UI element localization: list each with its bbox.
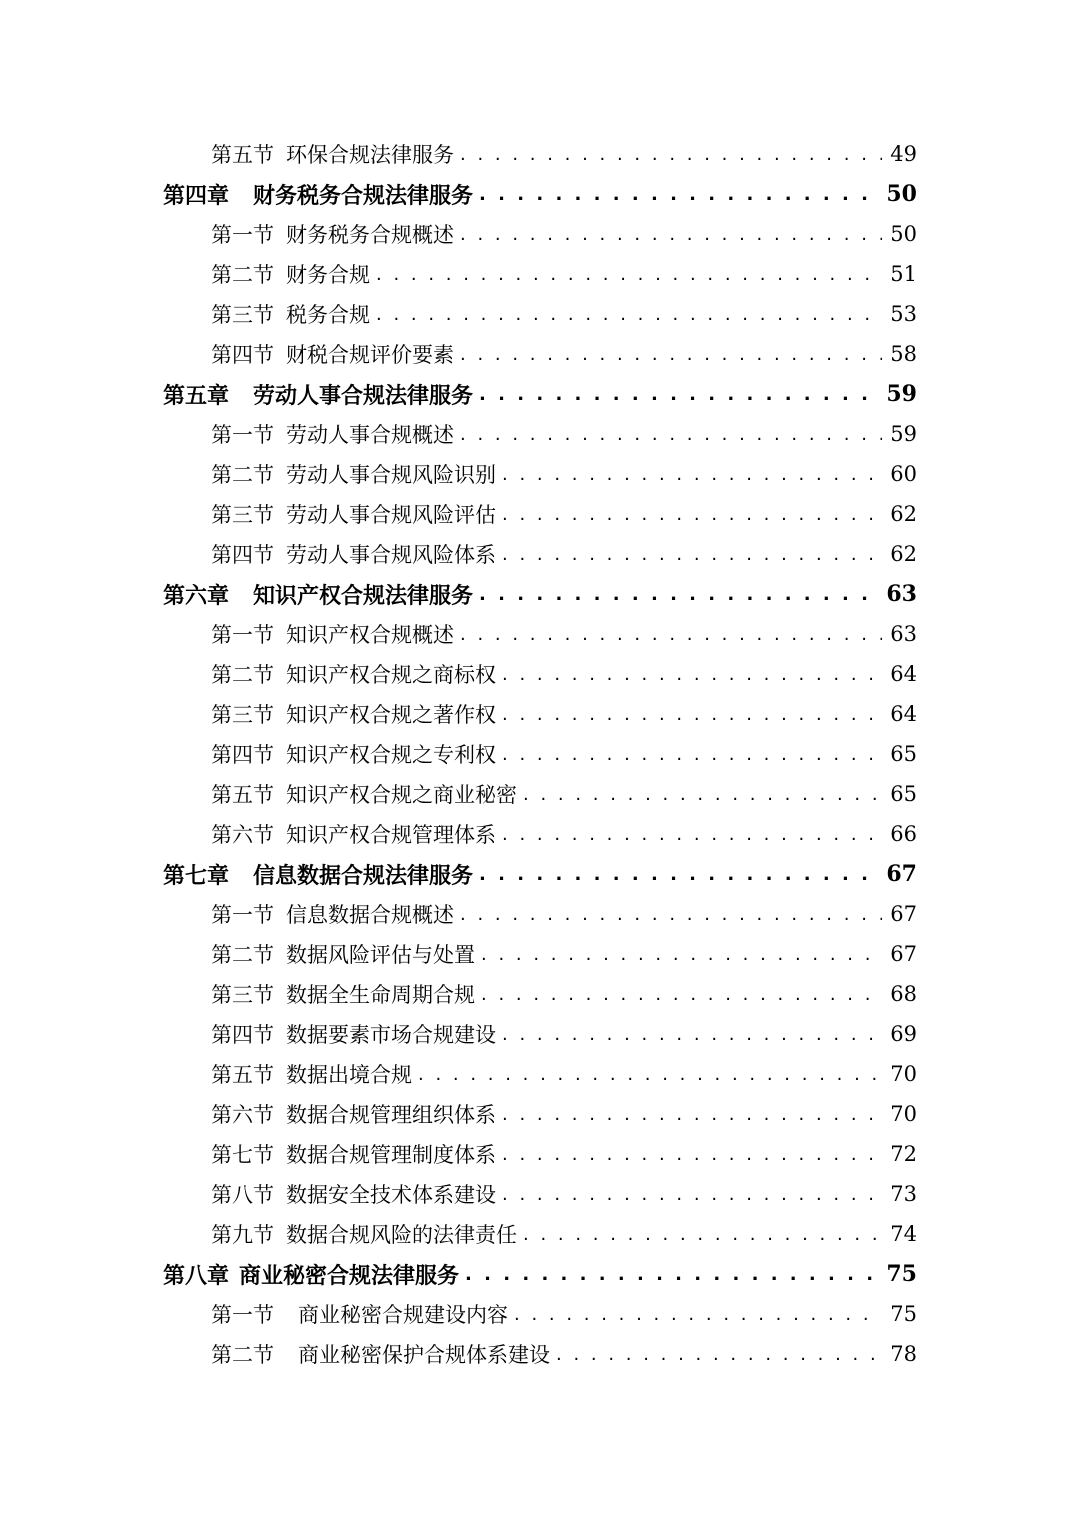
dot-leader [460,224,882,245]
toc-chapter-entry[interactable] [0,174,1080,214]
toc-entry-title: 知识产权合规管理体系 [286,823,496,847]
toc-entry-number: 第三节 [211,703,274,727]
toc-entry-title: 劳动人事合规概述 [286,423,454,447]
toc-entry-number: 第一节 [211,423,274,447]
dot-leader [460,904,882,925]
toc-entry-label [163,379,473,410]
toc-entry-label [211,819,496,849]
toc-entry-number: 第三节 [211,303,274,327]
dot-leader [460,144,882,165]
toc-chapter-entry[interactable] [0,854,1080,894]
toc-entry-number: 第二节 [211,463,274,487]
toc-entry-number: 第九节 [211,1223,274,1247]
toc-entry-title: 劳动人事合规风险评估 [286,503,496,527]
toc-section-entry[interactable] [0,614,1080,654]
dot-leader [502,504,882,525]
toc-section-entry[interactable] [0,1094,1080,1134]
toc-entry-label [211,619,454,649]
toc-section-entry[interactable] [0,1134,1080,1174]
toc-entry-label [211,219,454,249]
toc-entry-title: 数据要素市场合规建设 [286,1023,496,1047]
toc-entry-page: 62 [890,502,917,526]
dot-leader [479,384,878,405]
toc-entry-page: 49 [890,142,917,166]
toc-chapter-entry[interactable] [0,574,1080,614]
toc-entry-label [211,499,496,529]
dot-leader [502,824,882,845]
toc-entry-number: 第二节 [211,943,274,967]
toc-entry-page: 63 [890,622,917,646]
dot-leader [418,1064,882,1085]
toc-entry-title: 知识产权合规之商标权 [286,663,496,687]
toc-entry-number: 第三节 [211,983,274,1007]
toc-entry-number: 第一节 [211,903,274,927]
toc-entry-title: 数据合规风险的法律责任 [286,1223,517,1247]
toc-entry-number: 第五节 [211,1063,274,1087]
toc-entry-page: 68 [890,982,917,1006]
toc-entry-number: 第四节 [211,343,274,367]
toc-section-entry[interactable] [0,1014,1080,1054]
toc-entry-page: 66 [890,822,917,846]
dot-leader [376,304,882,325]
toc-chapter-entry[interactable] [0,374,1080,414]
toc-entry-number: 第五节 [211,143,274,167]
dot-leader [502,464,882,485]
toc-entry-number: 第三节 [211,503,274,527]
toc-entry-title: 环保合规法律服务 [286,143,454,167]
dot-leader [514,1304,882,1325]
toc-entry-title: 劳动人事合规风险体系 [286,543,496,567]
toc-section-entry[interactable] [0,734,1080,774]
toc-section-entry[interactable] [0,894,1080,934]
toc-entry-page: 65 [890,782,917,806]
toc-section-entry[interactable] [0,974,1080,1014]
toc-entry-label [211,1299,508,1329]
toc-entry-page: 50 [886,181,917,207]
toc-entry-label [211,299,370,329]
toc-entry-title: 商业秘密保护合规体系建设 [298,1343,550,1367]
toc-section-entry[interactable] [0,214,1080,254]
toc-entry-number: 第八节 [211,1183,274,1207]
dot-leader [479,184,878,205]
toc-entry-title: 数据合规管理制度体系 [286,1143,496,1167]
toc-entry-label [211,739,496,769]
toc-entry-page: 70 [890,1102,917,1126]
toc-entry-page: 67 [886,861,917,887]
toc-section-entry[interactable] [0,414,1080,454]
toc-entry-number: 第五节 [211,783,274,807]
toc-entry-label [211,1219,517,1249]
toc-entry-page: 64 [890,702,917,726]
toc-entry-label [211,139,454,169]
toc-entry-number: 第二节 [211,263,274,287]
toc-entry-title: 知识产权合规法律服务 [253,582,474,609]
toc-section-entry[interactable] [0,1214,1080,1254]
toc-entry-label [211,1099,496,1129]
toc-section-entry[interactable] [0,134,1080,174]
toc-entry-label [211,259,370,289]
toc-entry-label [211,659,496,689]
toc-entry-page: 69 [890,1022,917,1046]
toc-section-entry[interactable] [0,654,1080,694]
toc-section-entry[interactable] [0,1174,1080,1214]
toc-entry-number: 第七节 [211,1143,274,1167]
dot-leader [556,1344,882,1365]
toc-entry-number: 第二节 [211,1343,274,1367]
dot-leader [502,744,882,765]
toc-entry-number: 第四节 [211,543,274,567]
table-of-contents [0,134,1080,1374]
toc-entry-title: 数据全生命周期合规 [286,983,475,1007]
toc-entry-title: 财务合规 [286,263,370,287]
toc-entry-label [163,179,473,210]
toc-entry-label [211,1019,496,1049]
toc-entry-number: 第一节 [211,223,274,247]
toc-section-entry[interactable] [0,1334,1080,1374]
toc-entry-number: 第四章 [163,182,230,209]
dot-leader [502,1144,882,1165]
toc-entry-number: 第一节 [211,623,274,647]
toc-section-entry[interactable] [0,494,1080,534]
toc-entry-title: 税务合规 [286,303,370,327]
toc-entry-page: 62 [890,542,917,566]
toc-section-entry[interactable] [0,774,1080,814]
toc-entry-number: 第二节 [211,663,274,687]
toc-entry-label [211,539,496,569]
toc-entry-page: 59 [890,422,917,446]
toc-entry-number: 第六节 [211,823,274,847]
toc-section-entry[interactable] [0,294,1080,334]
toc-entry-title: 财务税务合规法律服务 [253,182,474,209]
toc-entry-label [211,459,496,489]
toc-entry-page: 74 [890,1222,917,1246]
toc-chapter-entry[interactable] [0,1254,1080,1294]
dot-leader [479,584,878,605]
toc-entry-page: 65 [890,742,917,766]
toc-entry-page: 67 [890,942,917,966]
dot-leader [481,944,882,965]
toc-entry-label [211,1139,496,1169]
toc-entry-label [163,579,473,610]
toc-entry-title: 知识产权合规概述 [286,623,454,647]
toc-entry-number: 第四节 [211,1023,274,1047]
toc-entry-page: 64 [890,662,917,686]
toc-entry-number: 第七章 [163,862,230,889]
toc-entry-title: 知识产权合规之著作权 [286,703,496,727]
toc-entry-title: 财务税务合规概述 [286,223,454,247]
toc-entry-page: 58 [890,342,917,366]
toc-entry-title: 数据安全技术体系建设 [286,1183,496,1207]
toc-entry-page: 60 [890,462,917,486]
dot-leader [502,544,882,565]
dot-leader [460,344,882,365]
toc-entry-title: 劳动人事合规法律服务 [253,382,474,409]
toc-entry-number: 第四节 [211,743,274,767]
toc-entry-title: 财税合规评价要素 [286,343,454,367]
toc-section-entry[interactable] [0,934,1080,974]
toc-entry-page: 50 [890,222,917,246]
toc-section-entry[interactable] [0,1054,1080,1094]
toc-entry-title: 商业秘密合规建设内容 [298,1303,508,1327]
toc-entry-title: 数据合规管理组织体系 [286,1103,496,1127]
toc-entry-label [211,979,475,1009]
toc-entry-label [163,1259,459,1290]
toc-entry-label [211,339,454,369]
dot-leader [502,704,882,725]
toc-section-entry[interactable] [0,454,1080,494]
toc-entry-title: 知识产权合规之商业秘密 [286,783,517,807]
toc-entry-number: 第八章 [163,1262,230,1289]
toc-entry-label [211,699,496,729]
toc-entry-label [211,1059,412,1089]
dot-leader [523,1224,882,1245]
toc-entry-page: 59 [886,381,917,407]
toc-entry-number: 第六节 [211,1103,274,1127]
dot-leader [502,1104,882,1125]
toc-entry-label [211,1179,496,1209]
toc-entry-label [211,899,454,929]
toc-entry-label [163,859,473,890]
toc-entry-page: 51 [890,262,917,286]
toc-entry-page: 78 [890,1342,917,1366]
toc-entry-title: 数据出境合规 [286,1063,412,1087]
toc-entry-number: 第六章 [163,582,230,609]
toc-entry-page: 75 [886,1261,917,1287]
toc-section-entry[interactable] [0,694,1080,734]
toc-section-entry[interactable] [0,254,1080,294]
dot-leader [460,424,882,445]
toc-section-entry[interactable] [0,814,1080,854]
toc-entry-title: 知识产权合规之专利权 [286,743,496,767]
toc-entry-page: 75 [890,1302,917,1326]
toc-entry-number: 第五章 [163,382,230,409]
toc-entry-label [211,1339,550,1369]
toc-entry-page: 63 [886,581,917,607]
dot-leader [376,264,882,285]
toc-entry-label [211,419,454,449]
dot-leader [460,624,882,645]
toc-entry-title: 商业秘密合规法律服务 [239,1262,460,1289]
toc-entry-page: 70 [890,1062,917,1086]
toc-section-entry[interactable] [0,334,1080,374]
toc-entry-label [211,779,517,809]
toc-entry-page: 53 [890,302,917,326]
toc-entry-page: 72 [890,1142,917,1166]
dot-leader [502,1024,882,1045]
toc-entry-title: 信息数据合规法律服务 [253,862,474,889]
toc-entry-title: 劳动人事合规风险识别 [286,463,496,487]
toc-section-entry[interactable] [0,1294,1080,1334]
dot-leader [479,864,878,885]
toc-section-entry[interactable] [0,534,1080,574]
dot-leader [481,984,882,1005]
dot-leader [523,784,882,805]
dot-leader [465,1264,878,1285]
toc-entry-page: 73 [890,1182,917,1206]
toc-entry-number: 第一节 [211,1303,274,1327]
dot-leader [502,1184,882,1205]
dot-leader [502,664,882,685]
toc-entry-label [211,939,475,969]
toc-entry-title: 数据风险评估与处置 [286,943,475,967]
toc-entry-title: 信息数据合规概述 [286,903,454,927]
toc-entry-page: 67 [890,902,917,926]
